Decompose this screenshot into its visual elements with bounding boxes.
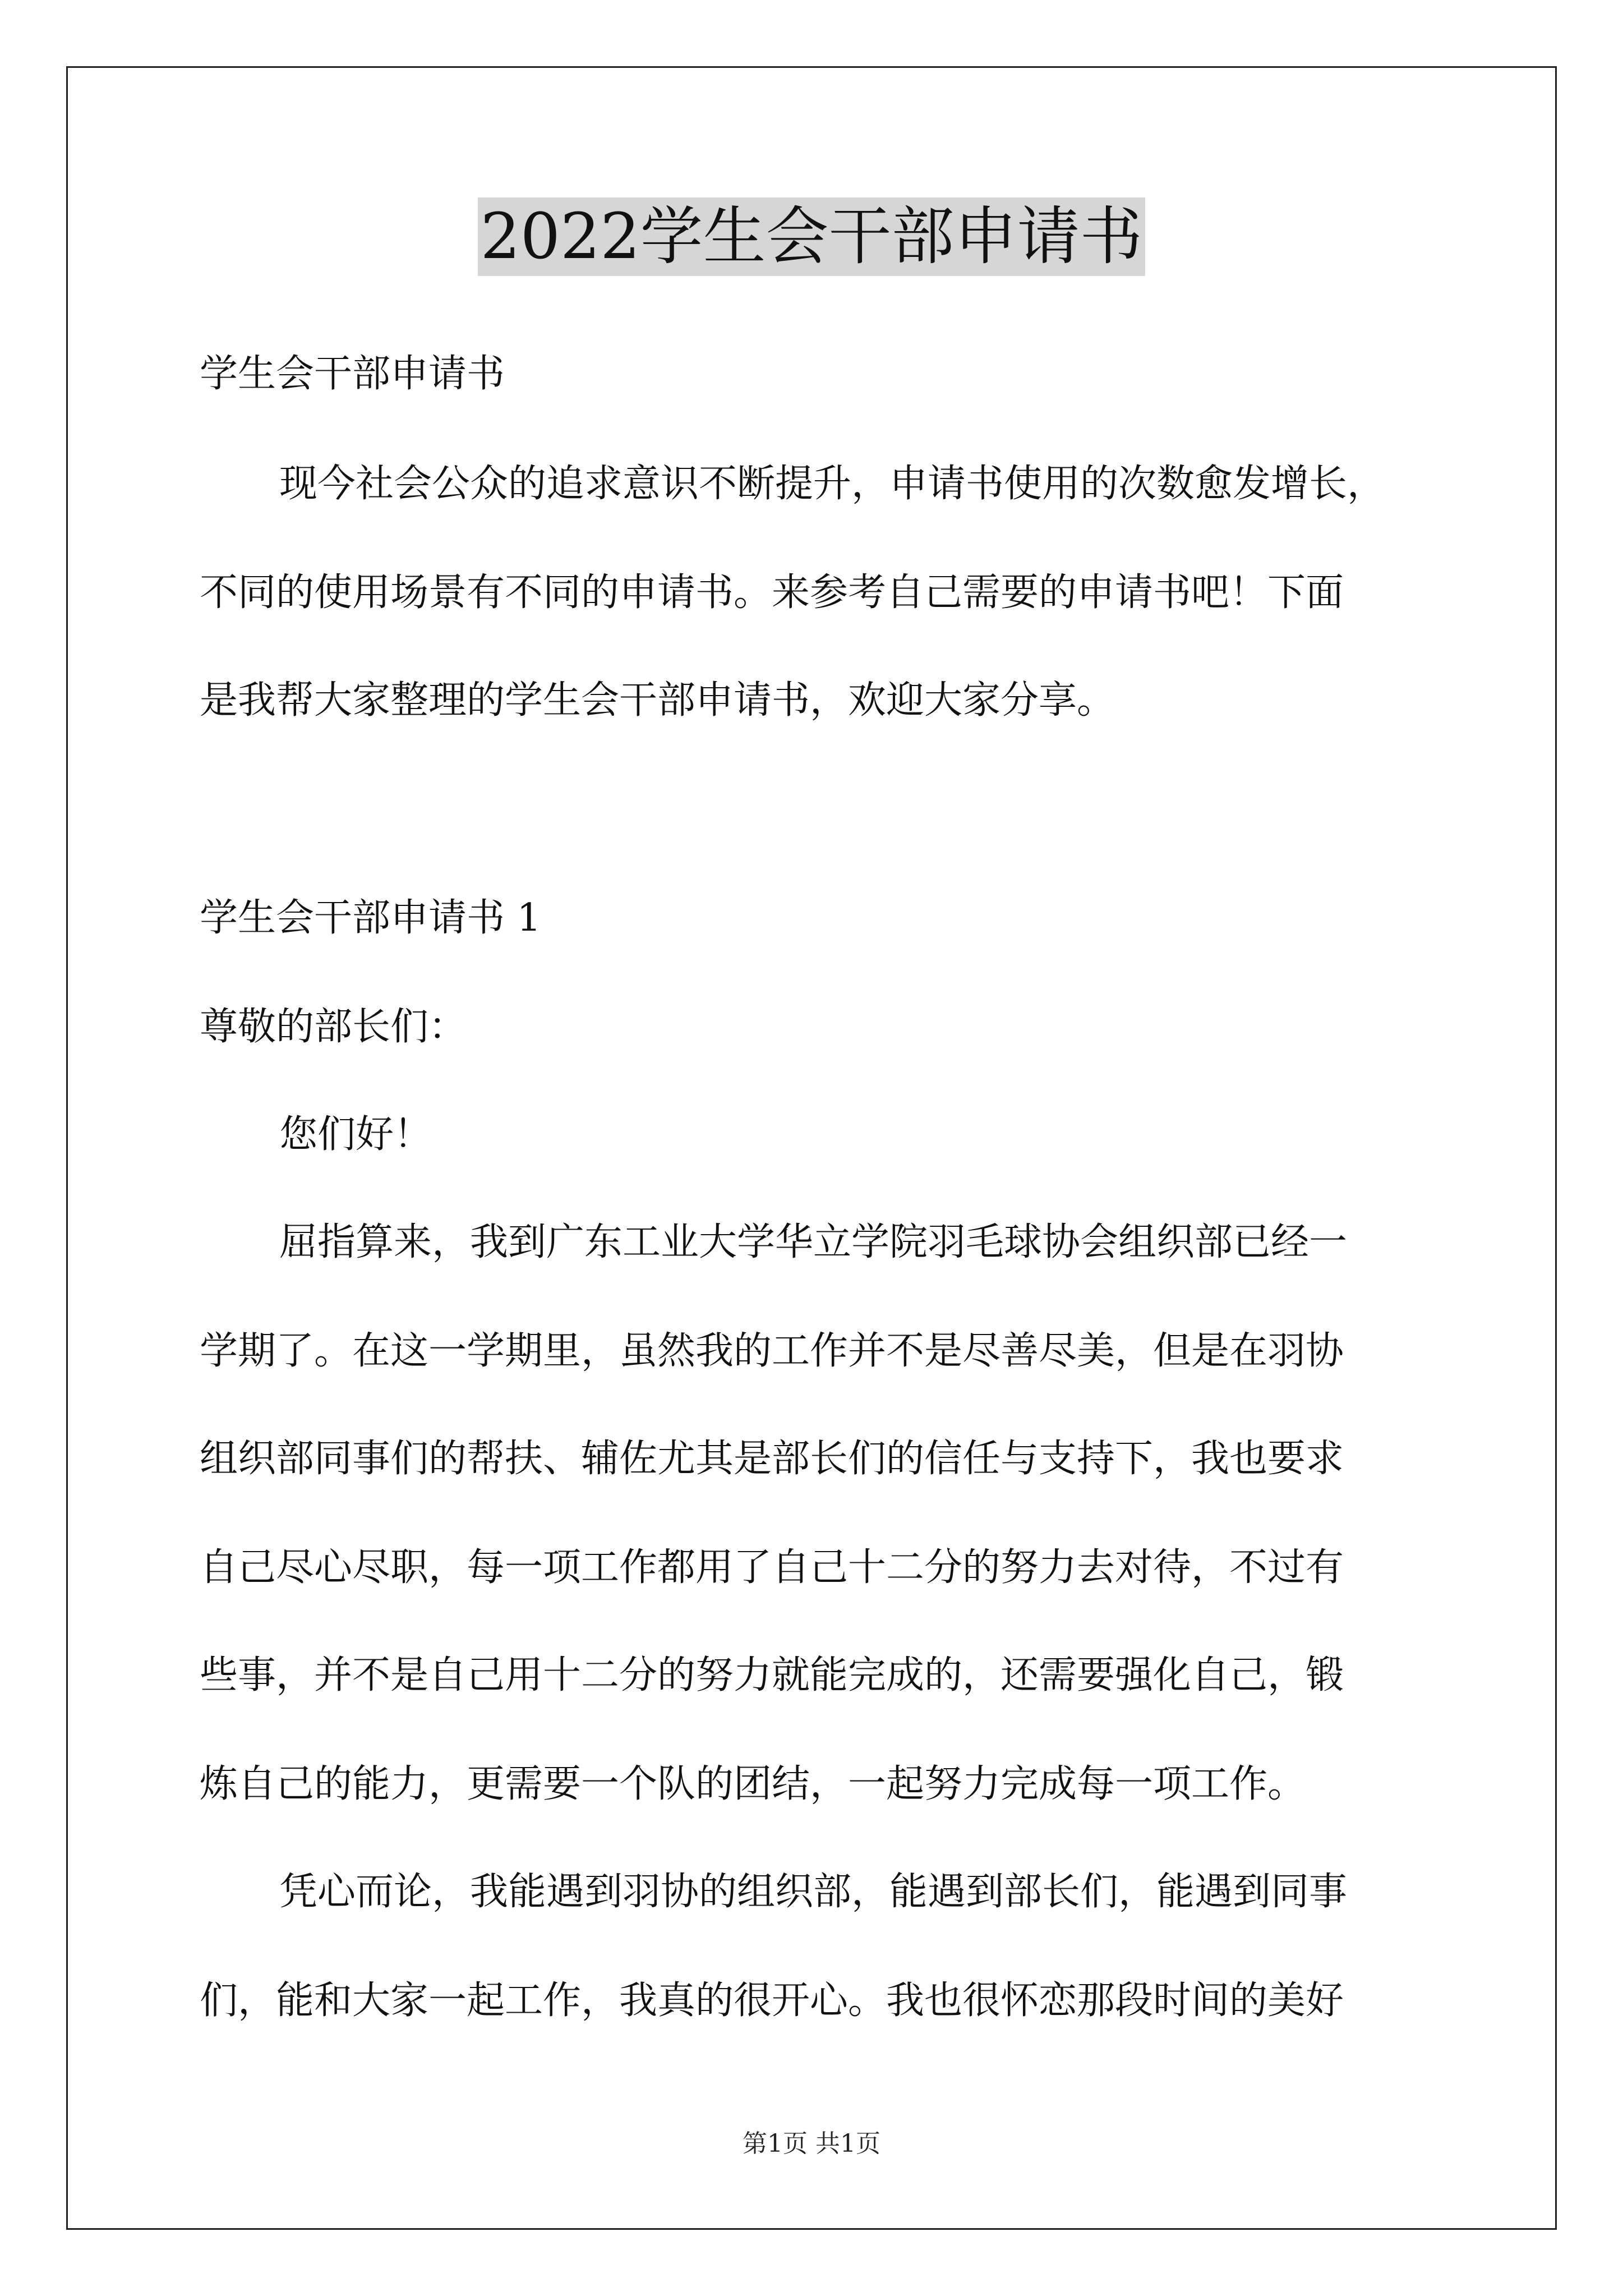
paragraph-line: 凭心而论，我能遇到羽协的组织部，能遇到部长们，能遇到同事 — [279, 1870, 1348, 1914]
paragraph-line: 们，能和大家一起工作，我真的很开心。我也很怀恋那段时间的美好 — [200, 1978, 1344, 2023]
paragraph-line: 炼自己的能力，更需要一个队的团结，一起努力完成每一项工作。 — [200, 1762, 1306, 1806]
page-footer: 第1页 共1页 — [743, 2129, 880, 2158]
greeting: 您们好！ — [279, 1112, 432, 1157]
section-heading: 学生会干部申请书 — [200, 352, 505, 396]
paragraph-line: 些事，并不是自己用十二分的努力就能完成的，还需要强化自己，锻 — [200, 1653, 1344, 1697]
paragraph-line: 屈指算来，我到广东工业大学华立学院羽毛球协会组织部已经一 — [279, 1220, 1348, 1264]
paragraph-line: 现今社会公众的追求意识不断提升，申请书使用的次数愈发增长， — [279, 462, 1386, 506]
paragraph-line: 是我帮大家整理的学生会干部申请书，欢迎大家分享。 — [200, 678, 1115, 723]
document-title: 2022学生会干部申请书 — [478, 197, 1145, 276]
paragraph-line: 不同的使用场景有不同的申请书。来参考自己需要的申请书吧！下面 — [200, 570, 1344, 615]
salutation: 尊敬的部长们： — [200, 1005, 467, 1049]
paragraph-line: 学期了。在这一学期里，虽然我的工作并不是尽善尽美，但是在羽协 — [200, 1329, 1344, 1373]
paragraph-line: 组织部同事们的帮扶、辅佐尤其是部长们的信任与支持下，我也要求 — [200, 1437, 1344, 1481]
paragraph-line: 自己尽心尽职，每一项工作都用了自己十二分的努力去对待，不过有 — [200, 1545, 1344, 1590]
section-heading: 学生会干部申请书 1 — [200, 896, 541, 940]
title-container — [0, 197, 1623, 276]
